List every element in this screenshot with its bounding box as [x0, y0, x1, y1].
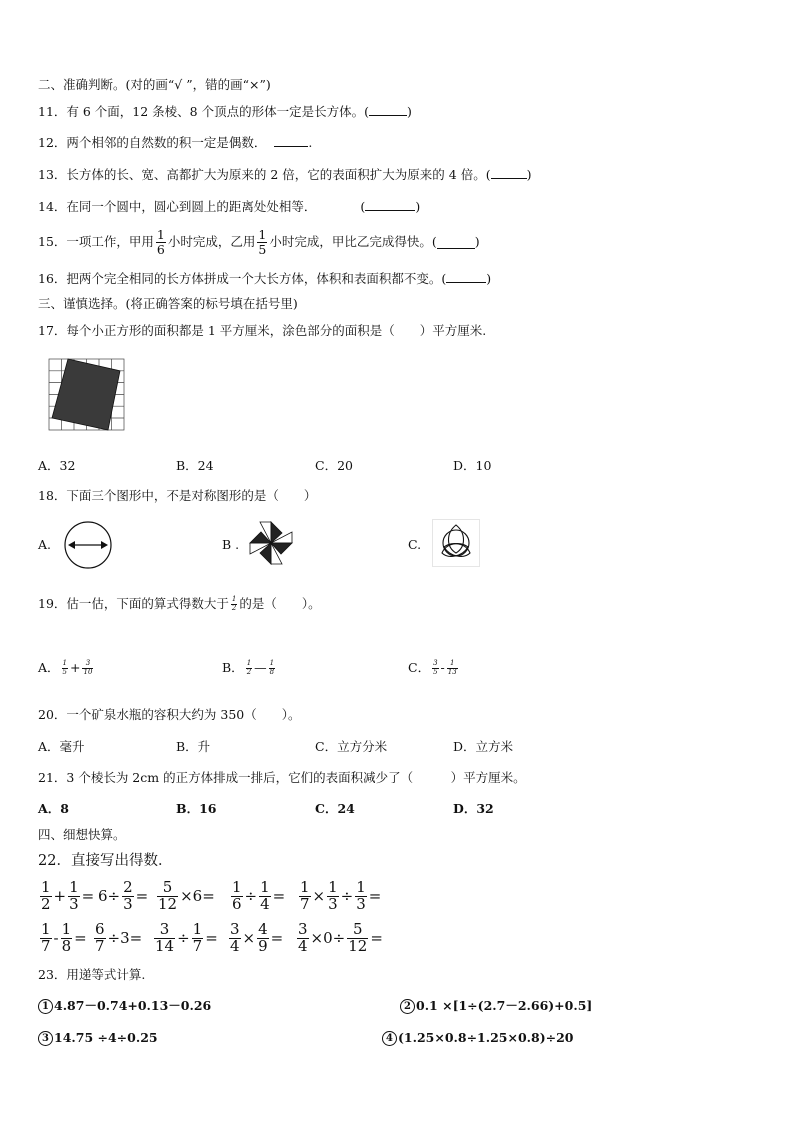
question-12: 12．两个相邻的自然数的积一定是偶数． . — [38, 135, 313, 150]
question-19: 19．估一估，下面的算式得数大于 $\frac{1}{2}$ 的是（ ）。 — [38, 595, 321, 612]
q21-option-c[interactable]: C．24 — [315, 801, 355, 816]
q23-item-3: 3 14.75 ÷4÷0.25 — [38, 1029, 158, 1047]
q19-option-a[interactable]: A． $\frac{1}{5}$ + $\frac{3}{10}$ — [38, 659, 93, 676]
calc-item: $\frac{6}{7}$ ÷3= — [95, 920, 143, 955]
calc-item: $\frac{5}{12}$ ×6= — [158, 878, 215, 913]
q20-option-d[interactable]: D．立方米 — [453, 739, 514, 754]
question-17: 17．每个小正方形的面积都是 1 平方厘米，涂色部分的面积是（ ）平方厘米. — [38, 323, 487, 338]
q17-option-b[interactable]: B．24 — [176, 458, 214, 473]
section-3-title: 三、谨慎选择。(将正确答案的标号填在括号里) — [38, 296, 298, 311]
q23-item-4: 4 (1.25×0.8÷1.25×0.8)÷20 — [382, 1029, 574, 1047]
answer-blank[interactable] — [369, 103, 407, 116]
q17-option-a[interactable]: A．32 — [38, 458, 76, 473]
calc-item: $\frac{1}{2}$ + $\frac{1}{3}$ = — [41, 878, 95, 913]
q18-option-c[interactable]: C. — [408, 537, 422, 552]
question-16: 16．把两个完全相同的长方体拼成一个大长方体，体积和表面积都不变。( ) — [38, 271, 492, 286]
question-11: 11．有 6 个面，12 条棱、8 个顶点的形体一定是长方体。( ) — [38, 104, 412, 119]
q18-option-b[interactable]: B . — [222, 537, 240, 552]
pinwheel-figure-icon — [249, 521, 293, 565]
question-13: 13．长方体的长、宽、高都扩大为原来的 2 倍，它的表面积扩大为原来的 4 倍。( ) — [38, 167, 532, 182]
q20-option-a[interactable]: A．毫升 — [38, 739, 85, 754]
question-15: 15．一项工作，甲用 $\frac{1}{6}$ 小时完成，乙用 $\frac{1}{5}$ 小时完成，甲比乙完成得快。( ) — [38, 227, 480, 257]
section-2-title: 二、准确判断。(对的画“√ ”，错的画“×”) — [38, 77, 271, 92]
question-22: 22．直接写出得数． — [38, 853, 173, 869]
grid-shaded-square-figure — [48, 358, 126, 432]
q20-option-c[interactable]: C．立方分米 — [315, 739, 388, 754]
answer-blank[interactable] — [446, 270, 486, 283]
section-4-title: 四、细想快算。 — [38, 827, 126, 842]
q21-option-a[interactable]: A．8 — [38, 801, 69, 816]
calc-item: 6÷ $\frac{2}{3}$ = — [98, 878, 149, 913]
q23-item-2: 2 0.1 ×[1÷(2.7－2.66)+0.5] — [400, 997, 592, 1015]
q19-option-c[interactable]: C． $\frac{3}{5}$ - $\frac{1}{13}$ — [408, 659, 457, 676]
question-14: 14．在同一个圆中，圆心到圆上的距离处处相等． ( ) — [38, 199, 421, 214]
question-21: 21．3 个棱长为 2cm 的正方体排成一排后，它们的表面积减少了（ ）平方厘米。 — [38, 770, 526, 785]
fraction: $\frac{1}{6}$ — [156, 227, 165, 257]
q23-item-1: 1 4.87－0.74+0.13－0.26 — [38, 997, 211, 1015]
q20-option-b[interactable]: B．升 — [176, 739, 211, 754]
calc-item: $\frac{3}{4}$ ×0÷ $\frac{5}{12}$ = — [298, 920, 383, 955]
calc-item: $\frac{1}{7}$ × $\frac{1}{3}$ ÷ $\frac{1}{3}$ = — [300, 878, 382, 913]
answer-blank[interactable] — [491, 166, 527, 179]
q17-option-c[interactable]: C．20 — [315, 458, 353, 473]
answer-blank[interactable] — [437, 236, 475, 249]
fraction: $\frac{1}{2}$ — [231, 595, 237, 612]
q17-option-d[interactable]: D．10 — [453, 458, 492, 473]
trefoil-figure-icon — [432, 519, 480, 567]
calc-item: $\frac{3}{14}$ ÷ $\frac{1}{7}$ = — [155, 920, 218, 955]
q21-option-d[interactable]: D．32 — [453, 801, 494, 816]
q19-option-b[interactable]: B． $\frac{1}{2}$ — $\frac{1}{8}$ — [222, 659, 275, 676]
answer-blank[interactable] — [274, 134, 308, 147]
calc-item: $\frac{1}{6}$ ÷ $\frac{1}{4}$ = — [232, 878, 286, 913]
fraction: $\frac{1}{5}$ — [258, 227, 267, 257]
circle-arrow-figure-icon — [63, 520, 113, 570]
question-18: 18．下面三个图形中，不是对称图形的是（ ） — [38, 488, 317, 503]
calc-item: $\frac{3}{4}$ × $\frac{4}{9}$ = — [230, 920, 284, 955]
answer-blank[interactable] — [365, 198, 415, 211]
question-23: 23．用递等式计算. — [38, 967, 146, 982]
q21-option-b[interactable]: B．16 — [176, 801, 217, 816]
question-20: 20．一个矿泉水瓶的容积大约为 350（ ）。 — [38, 707, 301, 722]
shaded-region — [52, 359, 120, 430]
q18-option-a[interactable]: A. — [38, 537, 52, 552]
calc-item: $\frac{1}{7}$ - $\frac{1}{8}$ = — [41, 920, 87, 955]
